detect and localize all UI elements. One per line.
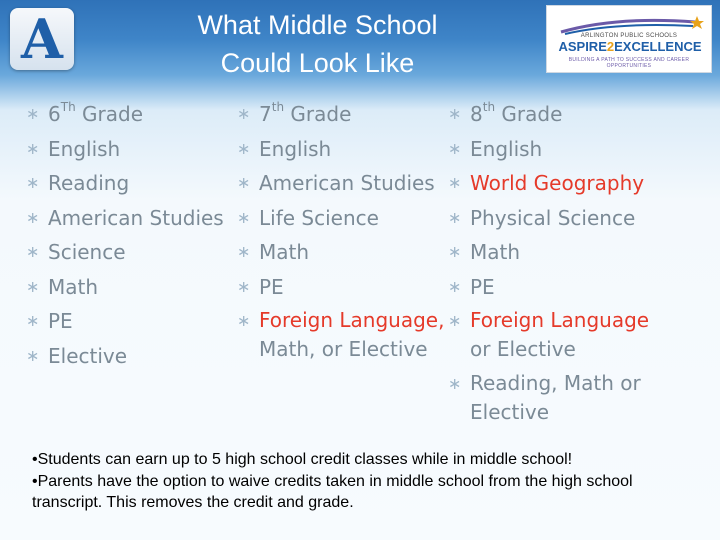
bullet-icon: ∗ bbox=[26, 276, 40, 296]
grade-8-heading: ∗ 8th Grade bbox=[448, 97, 688, 132]
list-item: ∗ Reading bbox=[26, 166, 236, 201]
logo-letter: A bbox=[21, 7, 63, 71]
note-credits: •Students can earn up to 5 high school credit classes while in middle school! bbox=[32, 451, 573, 468]
bullet-icon: ∗ bbox=[26, 345, 40, 365]
slide-title bbox=[150, 6, 485, 82]
school-logo bbox=[10, 8, 74, 70]
list-item: ∗ PE bbox=[26, 304, 236, 339]
bullet-icon: ∗ bbox=[237, 311, 251, 330]
bullet-icon: ∗ bbox=[448, 138, 462, 158]
list-item: ∗ Math bbox=[237, 235, 452, 270]
list-item: ∗ American Studies bbox=[237, 166, 452, 201]
bullet-icon: ∗ bbox=[237, 242, 251, 261]
bullet-icon: ∗ bbox=[448, 311, 462, 330]
note-waive: •Parents have the option to waive credits taken in middle school from the high school transcript. This removes the credit and grade. bbox=[32, 472, 633, 511]
bullet-icon: ∗ bbox=[448, 242, 462, 261]
grade-6-column bbox=[26, 97, 236, 373]
bullet-icon: ∗ bbox=[26, 173, 40, 192]
slide-header bbox=[0, 0, 720, 80]
bullet-icon: ∗ bbox=[448, 374, 462, 393]
notes-block bbox=[32, 449, 692, 514]
list-item: ∗ Physical Science bbox=[448, 201, 688, 236]
bullet-icon: ∗ bbox=[237, 173, 251, 192]
bullet-icon: ∗ bbox=[26, 242, 40, 261]
list-item-foreign-language: ∗ Foreign Language or Elective bbox=[448, 308, 650, 361]
bullet-icon: ∗ bbox=[448, 276, 462, 296]
list-item: ∗ PE bbox=[448, 270, 688, 305]
list-item: ∗ PE bbox=[237, 270, 452, 305]
title-line-2: Could Look Like bbox=[220, 48, 415, 78]
list-item-reading-math-elective: ∗ Reading, Math or Elective bbox=[448, 371, 641, 424]
list-item: ∗ Life Science bbox=[237, 201, 452, 236]
grade-6-heading: ∗ 6Th Grade bbox=[26, 97, 236, 132]
list-item-world-geography: ∗ World Geography bbox=[448, 166, 688, 201]
brand-tagline: BUILDING A PATH TO SUCCESS AND CAREER OPPORTUNITIES bbox=[568, 57, 690, 69]
list-item: ∗ English bbox=[26, 132, 236, 167]
bullet-icon: ∗ bbox=[448, 104, 462, 123]
bullet-icon: ∗ bbox=[237, 138, 251, 158]
bullet-icon: ∗ bbox=[448, 207, 462, 227]
list-item: ∗ American Studies bbox=[26, 201, 236, 236]
grade-8-column bbox=[448, 97, 688, 430]
bullet-icon: ∗ bbox=[237, 207, 251, 227]
list-item: ∗ English bbox=[448, 132, 688, 167]
bullet-icon: ∗ bbox=[237, 276, 251, 296]
bullet-icon: ∗ bbox=[26, 138, 40, 158]
bullet-icon: ∗ bbox=[26, 311, 40, 330]
list-item: ∗ English bbox=[237, 132, 452, 167]
list-item-foreign-language: ∗ Foreign Language, Math, or Elective bbox=[237, 308, 445, 361]
brand-wordmark: ASPIRE2EXCELLENCE bbox=[558, 39, 702, 54]
bullet-icon: ∗ bbox=[237, 104, 251, 123]
brand-district: ARLINGTON PUBLIC SCHOOLS bbox=[580, 33, 678, 39]
aspire-excellence-logo bbox=[546, 5, 712, 73]
bullet-icon: ∗ bbox=[26, 207, 40, 227]
grade-7-heading: ∗ 7th Grade bbox=[237, 97, 452, 132]
list-item: ∗ Math bbox=[448, 235, 688, 270]
bullet-icon: ∗ bbox=[26, 104, 40, 123]
list-item: ∗ Science bbox=[26, 235, 236, 270]
title-line-1: What Middle School bbox=[197, 10, 438, 40]
list-item: ∗ Math bbox=[26, 270, 236, 305]
grade-7-column bbox=[237, 97, 452, 367]
list-item: ∗ Elective bbox=[26, 339, 236, 374]
bullet-icon: ∗ bbox=[448, 173, 462, 192]
